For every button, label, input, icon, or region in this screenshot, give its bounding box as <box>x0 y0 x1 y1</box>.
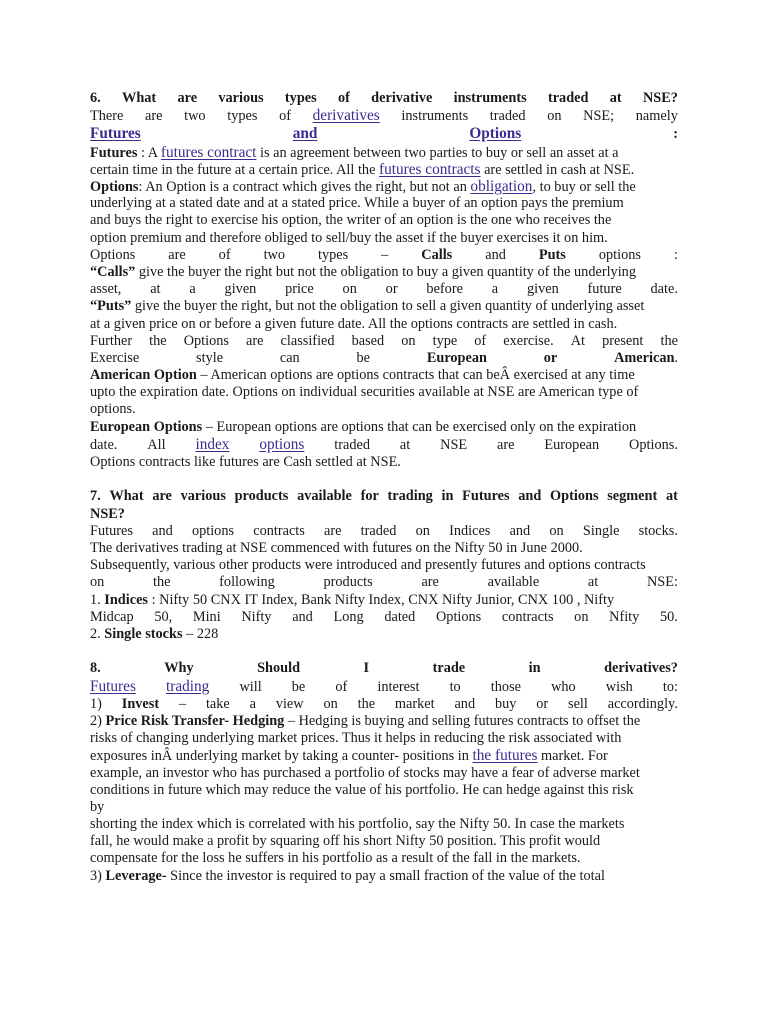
text-run: European <box>544 436 600 453</box>
text-run: : Nifty 50 CNX IT Index, Bank Nifty Index, CNX Nifty Junior, CNX 100 , Nifty <box>148 591 615 608</box>
text-run: Exercise <box>90 349 140 366</box>
text-run: a <box>189 281 196 298</box>
text-run: on <box>574 608 589 625</box>
text-run: Long <box>333 608 364 625</box>
bold-text: : <box>673 126 678 143</box>
bold-text: at <box>609 90 622 106</box>
bold-text: of <box>337 90 350 106</box>
text-run: products <box>323 574 373 591</box>
text-run: give the buyer the right, but not the obligation to sell a given quantity of underlying asset <box>131 298 645 315</box>
bold-text: I <box>363 660 370 677</box>
text-run: type <box>432 332 458 349</box>
text-run: fall, he would make a profit by squaring off his short Nifty 50 position. This profit would <box>90 833 601 850</box>
text-run: 1. <box>90 591 105 608</box>
text-run: 2. <box>90 626 105 642</box>
text-line <box>90 264 678 281</box>
bold-text: in <box>528 660 541 677</box>
link-options[interactable]: options <box>259 435 305 453</box>
text-line <box>90 384 678 401</box>
text-run: and <box>152 522 173 539</box>
text-run: traded <box>360 522 397 539</box>
text-line <box>90 107 678 125</box>
text-run: are <box>246 332 264 349</box>
link-futures[interactable]: Futures <box>90 125 141 143</box>
text-run: 1) <box>90 695 102 712</box>
text-line <box>90 660 678 677</box>
bold-text: traded <box>547 90 589 106</box>
bold-text: Single stocks <box>104 626 183 642</box>
text-run: give the buyer the right but not the obligation to buy a given quantity of the underlying <box>135 263 636 280</box>
text-run: on <box>547 108 562 125</box>
text-line <box>90 125 678 143</box>
text-line <box>90 212 678 229</box>
text-run: 50. <box>659 608 678 625</box>
text-run: traded <box>489 108 526 125</box>
text-run: options. <box>90 401 136 418</box>
word-wrap <box>614 350 678 367</box>
text-run: Single <box>582 522 620 539</box>
bold-text: What <box>109 488 144 505</box>
text-run: options <box>598 246 641 263</box>
bold-text: and <box>518 488 542 505</box>
text-run: namely <box>635 108 678 125</box>
text-run: a <box>249 695 256 712</box>
bold-text: Futures <box>90 144 138 161</box>
bold-text: European <box>426 349 487 366</box>
text-line <box>90 678 678 696</box>
bold-text: trade <box>432 660 466 677</box>
text-run: accordingly. <box>607 695 678 712</box>
text-run: style <box>196 349 224 366</box>
text-line <box>90 488 678 505</box>
text-run: and <box>485 246 506 263</box>
link-futures-contracts[interactable]: futures contracts <box>379 160 481 178</box>
text-run: – Hedging is buying and selling futures contracts to offset the <box>284 712 641 729</box>
text-run: Options <box>435 608 482 625</box>
text-run: and <box>292 608 313 625</box>
paragraph-gap <box>90 471 678 488</box>
text-run: present <box>602 332 644 349</box>
text-run: wish <box>605 678 633 695</box>
bold-text: Indices <box>104 591 148 608</box>
text-run: 3) <box>90 867 106 884</box>
bold-text: derivative <box>371 90 433 106</box>
text-run: 2) <box>90 712 106 729</box>
text-run: classified <box>280 332 335 349</box>
text-run: Mini <box>192 608 221 625</box>
bold-text: products <box>234 488 289 505</box>
text-run: is an agreement between two parties to buy or sell an asset at a <box>256 144 619 161</box>
bold-text: Invest <box>121 695 160 712</box>
link-obligation[interactable]: obligation <box>470 177 533 195</box>
bold-text: American <box>614 349 675 366</box>
paragraph-gap <box>90 643 678 660</box>
bold-text: various <box>218 90 264 106</box>
link-futures-contract[interactable]: futures contract <box>160 143 257 161</box>
text-run: based <box>351 332 385 349</box>
document-body <box>90 90 678 885</box>
text-run: to <box>449 678 461 695</box>
punctuation: . <box>674 349 678 366</box>
text-line <box>90 436 678 454</box>
text-line <box>90 574 678 591</box>
text-line <box>90 178 678 195</box>
bold-text: or <box>543 349 558 366</box>
bold-text: in <box>441 488 454 505</box>
text-run: At <box>570 332 586 349</box>
text-run: interest <box>377 678 420 695</box>
text-line <box>90 350 678 367</box>
text-line <box>90 850 678 867</box>
text-run: sell <box>568 695 588 712</box>
bold-text: are <box>152 488 172 505</box>
text-run: Subsequently, various other products were introduced and presently futures and options contracts <box>90 557 646 574</box>
text-run: buy <box>494 695 517 712</box>
text-run: risks of changing underlying market prices. Thus it helps in reducing the risk associated with <box>90 730 622 747</box>
text-run: and <box>509 522 531 539</box>
bold-text: derivatives? <box>604 660 678 677</box>
bold-text: “Calls” <box>90 263 136 280</box>
link-the-futures[interactable]: the futures <box>472 747 538 765</box>
bold-text: Leverage- <box>105 867 167 884</box>
text-line <box>90 557 678 574</box>
text-run: at <box>399 436 411 453</box>
bold-text: 6. <box>90 90 101 106</box>
text-run: Midcap <box>90 608 134 625</box>
text-run: : <box>673 246 678 263</box>
text-run: two <box>184 108 206 125</box>
bold-text: What <box>122 90 157 106</box>
bold-text: Options <box>90 178 139 195</box>
text-line <box>90 367 678 384</box>
text-run: on <box>415 522 430 539</box>
text-run: take <box>205 695 230 712</box>
text-run: compensate for the loss he suffers in his portfolio as a result of the fall in the markets. <box>90 850 581 867</box>
text-run: – <box>178 695 187 712</box>
text-run: or <box>536 695 549 712</box>
text-run: example, an investor who has purchased a portfolio of stocks may have a fear of adverse market <box>90 764 640 781</box>
text-run: by <box>90 798 105 815</box>
bold-text: available <box>297 488 352 505</box>
text-run: available <box>487 574 540 591</box>
text-line <box>90 747 678 764</box>
bold-text: Should <box>257 660 301 677</box>
text-run: a <box>491 281 499 298</box>
text-run: underlying at a stated date and at a stated price. While a buyer of an option pays the premium <box>90 195 624 212</box>
text-line <box>90 523 678 540</box>
text-run: at <box>150 281 161 298</box>
bold-text: American Option <box>90 367 197 384</box>
text-line <box>90 696 678 713</box>
text-run: on <box>90 574 105 591</box>
text-run: are settled in cash at NSE. <box>480 161 635 178</box>
text-run: 50, <box>154 608 173 625</box>
text-run: – European options are options that can be exercised only on the expiration <box>202 418 637 435</box>
text-line <box>90 799 678 816</box>
text-run: exercise. <box>503 332 554 349</box>
text-run: types <box>317 246 349 263</box>
text-run: dated <box>384 608 416 625</box>
text-run: future <box>587 281 622 298</box>
text-run: on <box>342 281 357 298</box>
text-line <box>90 833 678 850</box>
text-run: Further <box>90 332 133 349</box>
bold-text: NSE? <box>90 505 125 522</box>
bold-text: Price Risk Transfer- Hedging <box>105 712 285 729</box>
text-run: Nfity <box>609 608 640 625</box>
text-run: given <box>224 281 257 298</box>
text-run: given <box>526 281 559 298</box>
text-line <box>90 401 678 418</box>
bold-text: for <box>360 488 379 505</box>
text-run: date. <box>90 436 118 453</box>
text-line <box>90 816 678 833</box>
text-line <box>90 316 678 333</box>
text-run: Nifty <box>241 608 272 625</box>
text-run: will <box>239 678 262 695</box>
text-run: shorting the index which is correlated with his portfolio, say the Nifty 50. In case the markets <box>90 816 625 833</box>
text-run: : A <box>137 144 161 161</box>
text-line <box>90 230 678 247</box>
text-run: : An Option is a contract which gives the right, but not an <box>138 178 471 195</box>
text-run: Futures <box>90 522 133 539</box>
text-run: , to buy or sell the <box>532 178 636 195</box>
text-run: price <box>285 281 314 298</box>
link-futures[interactable]: Futures <box>90 677 136 695</box>
bold-text: various <box>180 488 226 505</box>
text-run: Indices <box>449 522 491 539</box>
bold-text: Why <box>164 660 194 677</box>
text-line <box>90 281 678 298</box>
text-run: before <box>426 281 463 298</box>
bold-text: 8. <box>90 660 101 677</box>
text-line <box>90 454 678 471</box>
text-line <box>90 506 678 523</box>
text-run: view <box>275 695 304 712</box>
text-run: NSE; <box>583 108 615 125</box>
text-run: – <box>381 246 389 263</box>
text-run: Since the investor is required to pay a small fraction of the value of the total <box>166 867 605 884</box>
text-run: NSE <box>440 436 468 453</box>
text-run: exposures inÂ underlying market by taking a counter- positions in <box>90 748 473 765</box>
text-run: options <box>191 522 235 539</box>
text-line <box>90 161 678 178</box>
text-run: instruments <box>401 108 469 125</box>
text-run: be <box>291 678 306 695</box>
bold-text: Options <box>550 488 599 505</box>
text-run: the <box>153 574 171 591</box>
text-run: and buys the right to exercise his option, the writer of an option is the one who receives the <box>90 212 612 229</box>
text-run: those <box>490 678 521 695</box>
text-run: conditions in future which may reduce the value of his portfolio. He can hedge against this risk <box>90 781 634 798</box>
text-run: Options. <box>629 436 678 453</box>
text-run: of <box>474 332 487 349</box>
link-derivatives[interactable]: derivatives <box>312 107 380 125</box>
bold-text: are <box>177 90 198 106</box>
text-run: on <box>401 332 416 349</box>
text-line <box>90 247 678 264</box>
text-run: Options contracts like futures are Cash settled at NSE. <box>90 454 401 471</box>
text-run: or <box>385 281 398 298</box>
text-line <box>90 609 678 626</box>
text-run: Options <box>183 332 229 349</box>
text-run: contracts <box>501 608 554 625</box>
bold-text: “Puts” <box>90 298 132 315</box>
bold-text: Puts <box>538 246 566 263</box>
text-run: traded <box>334 436 371 453</box>
text-run: market. For <box>537 748 608 765</box>
text-line <box>90 730 678 747</box>
text-run: NSE: <box>646 574 678 591</box>
text-line <box>90 765 678 782</box>
text-run: market <box>394 695 435 712</box>
text-run: of <box>335 678 348 695</box>
text-line <box>90 626 678 643</box>
text-run: are <box>168 246 186 263</box>
link-options[interactable]: Options <box>469 125 522 143</box>
text-run: – American options are options contracts that can beÂ exercised at any time <box>196 367 635 384</box>
text-line <box>90 333 678 350</box>
bold-text: European Options <box>90 418 203 435</box>
text-run: the <box>149 332 167 349</box>
link-and[interactable]: and <box>292 125 318 143</box>
text-line <box>90 298 678 315</box>
text-run: There <box>90 108 124 125</box>
bold-text: 7. <box>90 488 101 505</box>
text-run: certain time in the future at a certain price. All the <box>90 161 379 178</box>
text-run: and <box>454 695 476 712</box>
bold-text: types <box>284 90 317 106</box>
text-line <box>90 540 678 557</box>
text-run: who <box>551 678 576 695</box>
text-run: are <box>145 108 163 125</box>
text-run: to: <box>662 678 678 695</box>
text-run: upto the expiration date. Options on individual securities available at NSE are American type of <box>90 384 639 401</box>
text-line <box>90 868 678 885</box>
text-run: two <box>263 246 286 263</box>
text-run: on <box>549 522 564 539</box>
text-run: are <box>421 574 439 591</box>
text-run: asset, <box>90 281 122 298</box>
text-line <box>90 144 678 161</box>
text-line <box>90 592 678 609</box>
text-run: types <box>227 108 258 125</box>
text-run: following <box>219 574 275 591</box>
text-line <box>90 782 678 799</box>
bold-text: segment <box>607 488 658 505</box>
text-run: the <box>660 332 678 349</box>
bold-text: instruments <box>453 90 527 106</box>
text-line <box>90 195 678 212</box>
text-line <box>90 90 678 107</box>
bold-text: at <box>665 488 678 505</box>
text-run: can <box>279 349 300 366</box>
text-line <box>90 419 678 436</box>
bold-text: Futures <box>462 488 510 505</box>
text-line <box>90 713 678 730</box>
text-run: All <box>147 436 166 453</box>
bold-text: NSE? <box>642 90 678 106</box>
text-run: at <box>587 574 599 591</box>
text-run: are <box>497 436 515 453</box>
text-run: contracts <box>253 522 305 539</box>
bold-text: trading <box>387 488 433 505</box>
text-run: the <box>357 695 376 712</box>
text-run: of <box>218 246 231 263</box>
text-run: at a given price on or before a given future date. All the options contracts are settled in cash. <box>90 315 618 332</box>
text-run: are <box>324 522 342 539</box>
text-run: The derivatives trading at NSE commenced with futures on the Nifty 50 in June 2000. <box>90 540 583 557</box>
text-run: of <box>279 108 291 125</box>
text-run: be <box>356 349 371 366</box>
text-run: – 228 <box>182 626 219 642</box>
text-run: date. <box>650 281 678 298</box>
text-run: Options <box>90 246 136 263</box>
link-trading[interactable]: trading <box>166 677 210 695</box>
text-run: on <box>323 695 338 712</box>
text-run: stocks. <box>638 522 678 539</box>
bold-text: Calls <box>421 246 453 263</box>
link-index[interactable]: index <box>195 435 230 453</box>
text-run: option premium and therefore obliged to sell/buy the asset if the buyer exercises it on him. <box>90 229 608 246</box>
